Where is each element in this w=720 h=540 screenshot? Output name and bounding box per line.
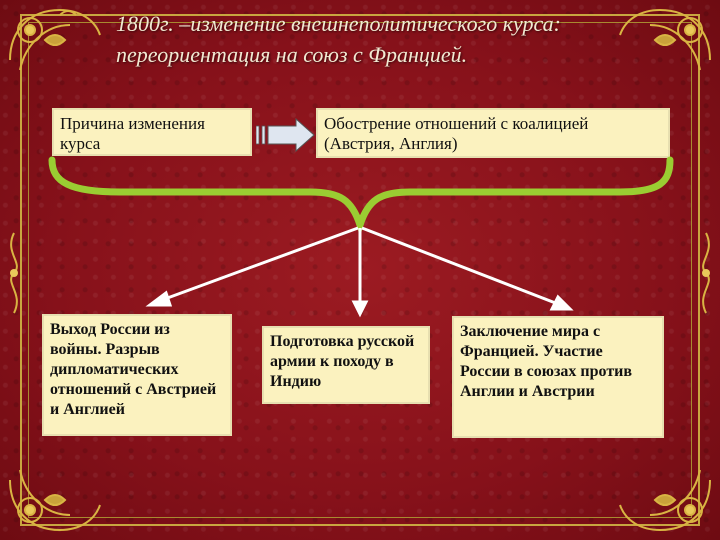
result-box-peace-with-france: Заключение мира с Францией. Участие России в союзах против Англии и Австрии [452, 316, 664, 438]
result-box-withdrawal: Выход России из войны. Разрыв дипломатических отношений с Австрией и Англией [42, 314, 232, 436]
arrow-left [162, 228, 358, 300]
aggravation-box: Обострение отношений с коалицией (Австрия, Англия) [316, 108, 670, 158]
slide-title: 1800г. –изменение внешнеполитического курса: переориентация на союз с Францией. [116, 11, 561, 67]
arrow-right [362, 228, 558, 304]
cause-box: Причина изменения курса [52, 108, 252, 156]
result-box-india-campaign: Подготовка русской армии к походу в Индию [262, 326, 430, 404]
green-brace [52, 160, 670, 225]
